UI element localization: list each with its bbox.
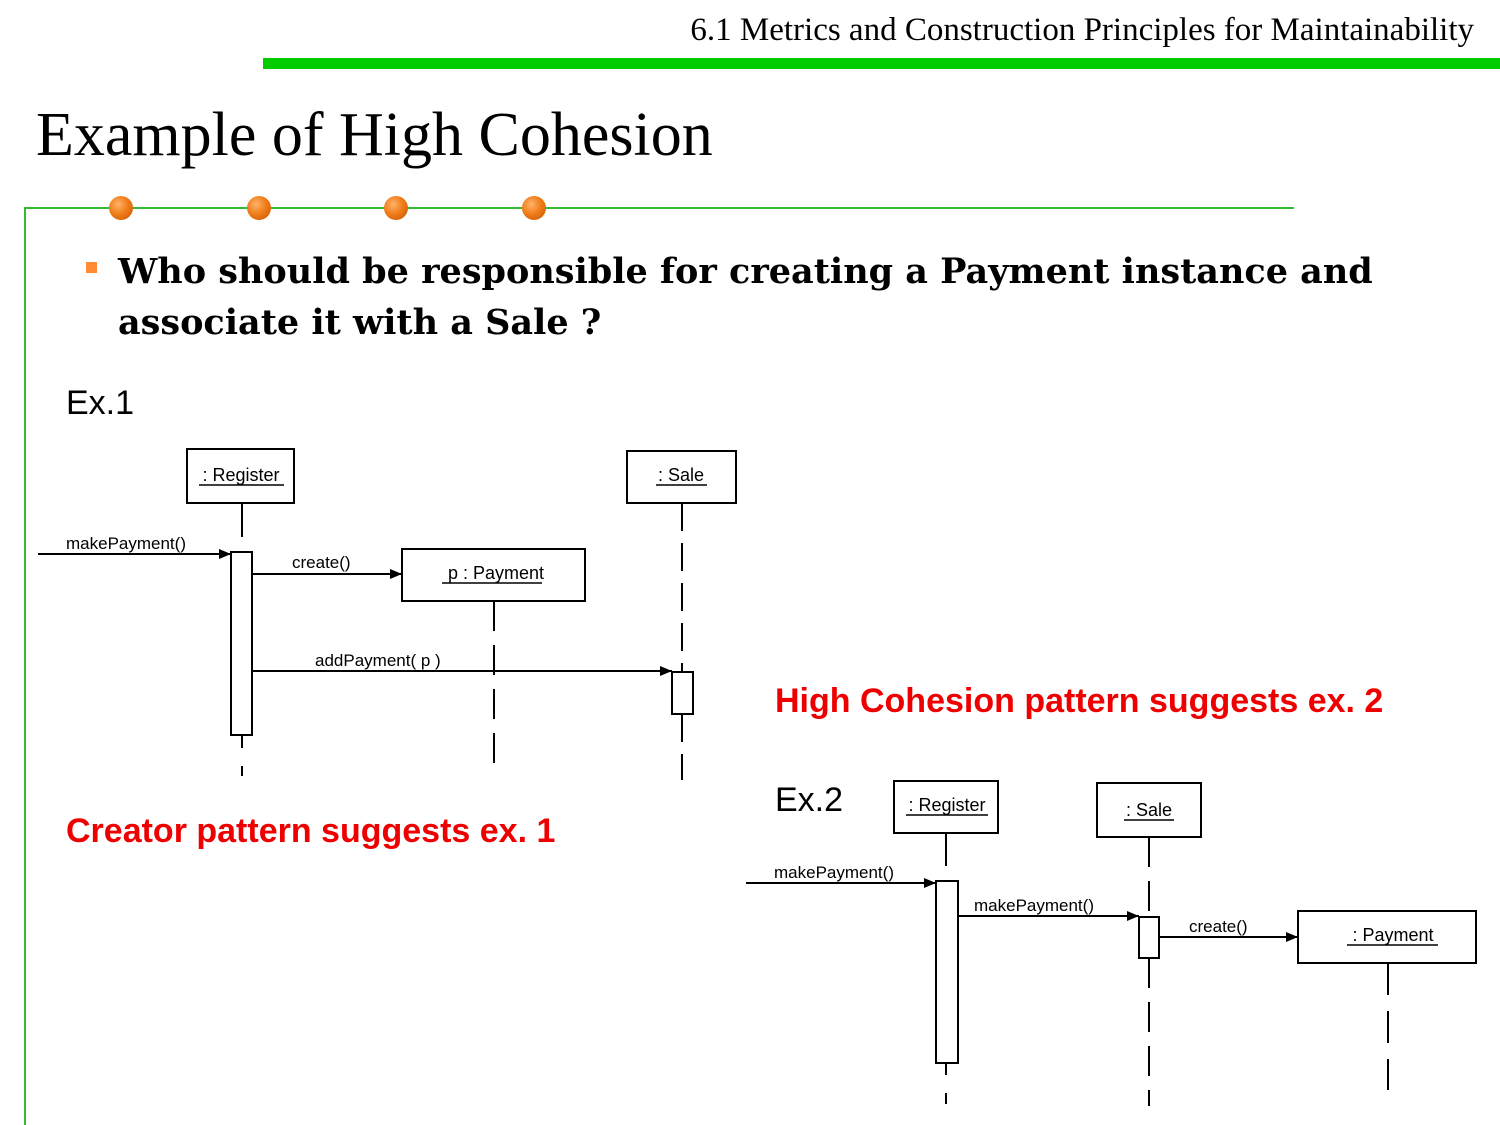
ex1-diagram xyxy=(38,449,736,780)
ex1-sale-label: : Sale xyxy=(657,465,705,485)
high-cohesion-conclusion: High Cohesion pattern suggests ex. 2 xyxy=(775,682,1384,720)
ex1-addpayment-label: addPayment( p ) xyxy=(315,651,441,670)
ex1-label: Ex.1 xyxy=(66,384,135,422)
ex1-payment-label: p : Payment xyxy=(447,563,545,583)
ex1-makepayment-label: makePayment() xyxy=(66,534,186,553)
ex2-register-activation xyxy=(936,881,958,1063)
ex2-create-label: create() xyxy=(1189,917,1248,936)
slide-title: Example of High Cohesion xyxy=(36,101,713,169)
ex2-makepayment-label: makePayment() xyxy=(774,863,894,882)
ex2-delegate-label: makePayment() xyxy=(974,896,1094,915)
ex1-create-label: create() xyxy=(292,553,351,572)
creator-conclusion: Creator pattern suggests ex. 1 xyxy=(66,812,556,850)
ex2-payment-label: : Payment xyxy=(1352,925,1434,945)
ex2-sale-label: : Sale xyxy=(1125,800,1173,820)
ex2-register-label: : Register xyxy=(908,795,986,815)
ex1-sale-activation xyxy=(672,672,693,714)
ex2-sale-activation xyxy=(1139,917,1159,958)
question-text: Who should be responsible for creating a Payment instance and associate it with a Sale ? xyxy=(118,251,1373,343)
header-title: 6.1 Metrics and Construction Principles for Maintainability xyxy=(690,12,1474,48)
ex1-register-label: : Register xyxy=(202,465,280,485)
ex2-diagram xyxy=(746,781,1476,1106)
ex2-label: Ex.2 xyxy=(775,781,844,819)
ex1-register-activation xyxy=(231,552,252,735)
